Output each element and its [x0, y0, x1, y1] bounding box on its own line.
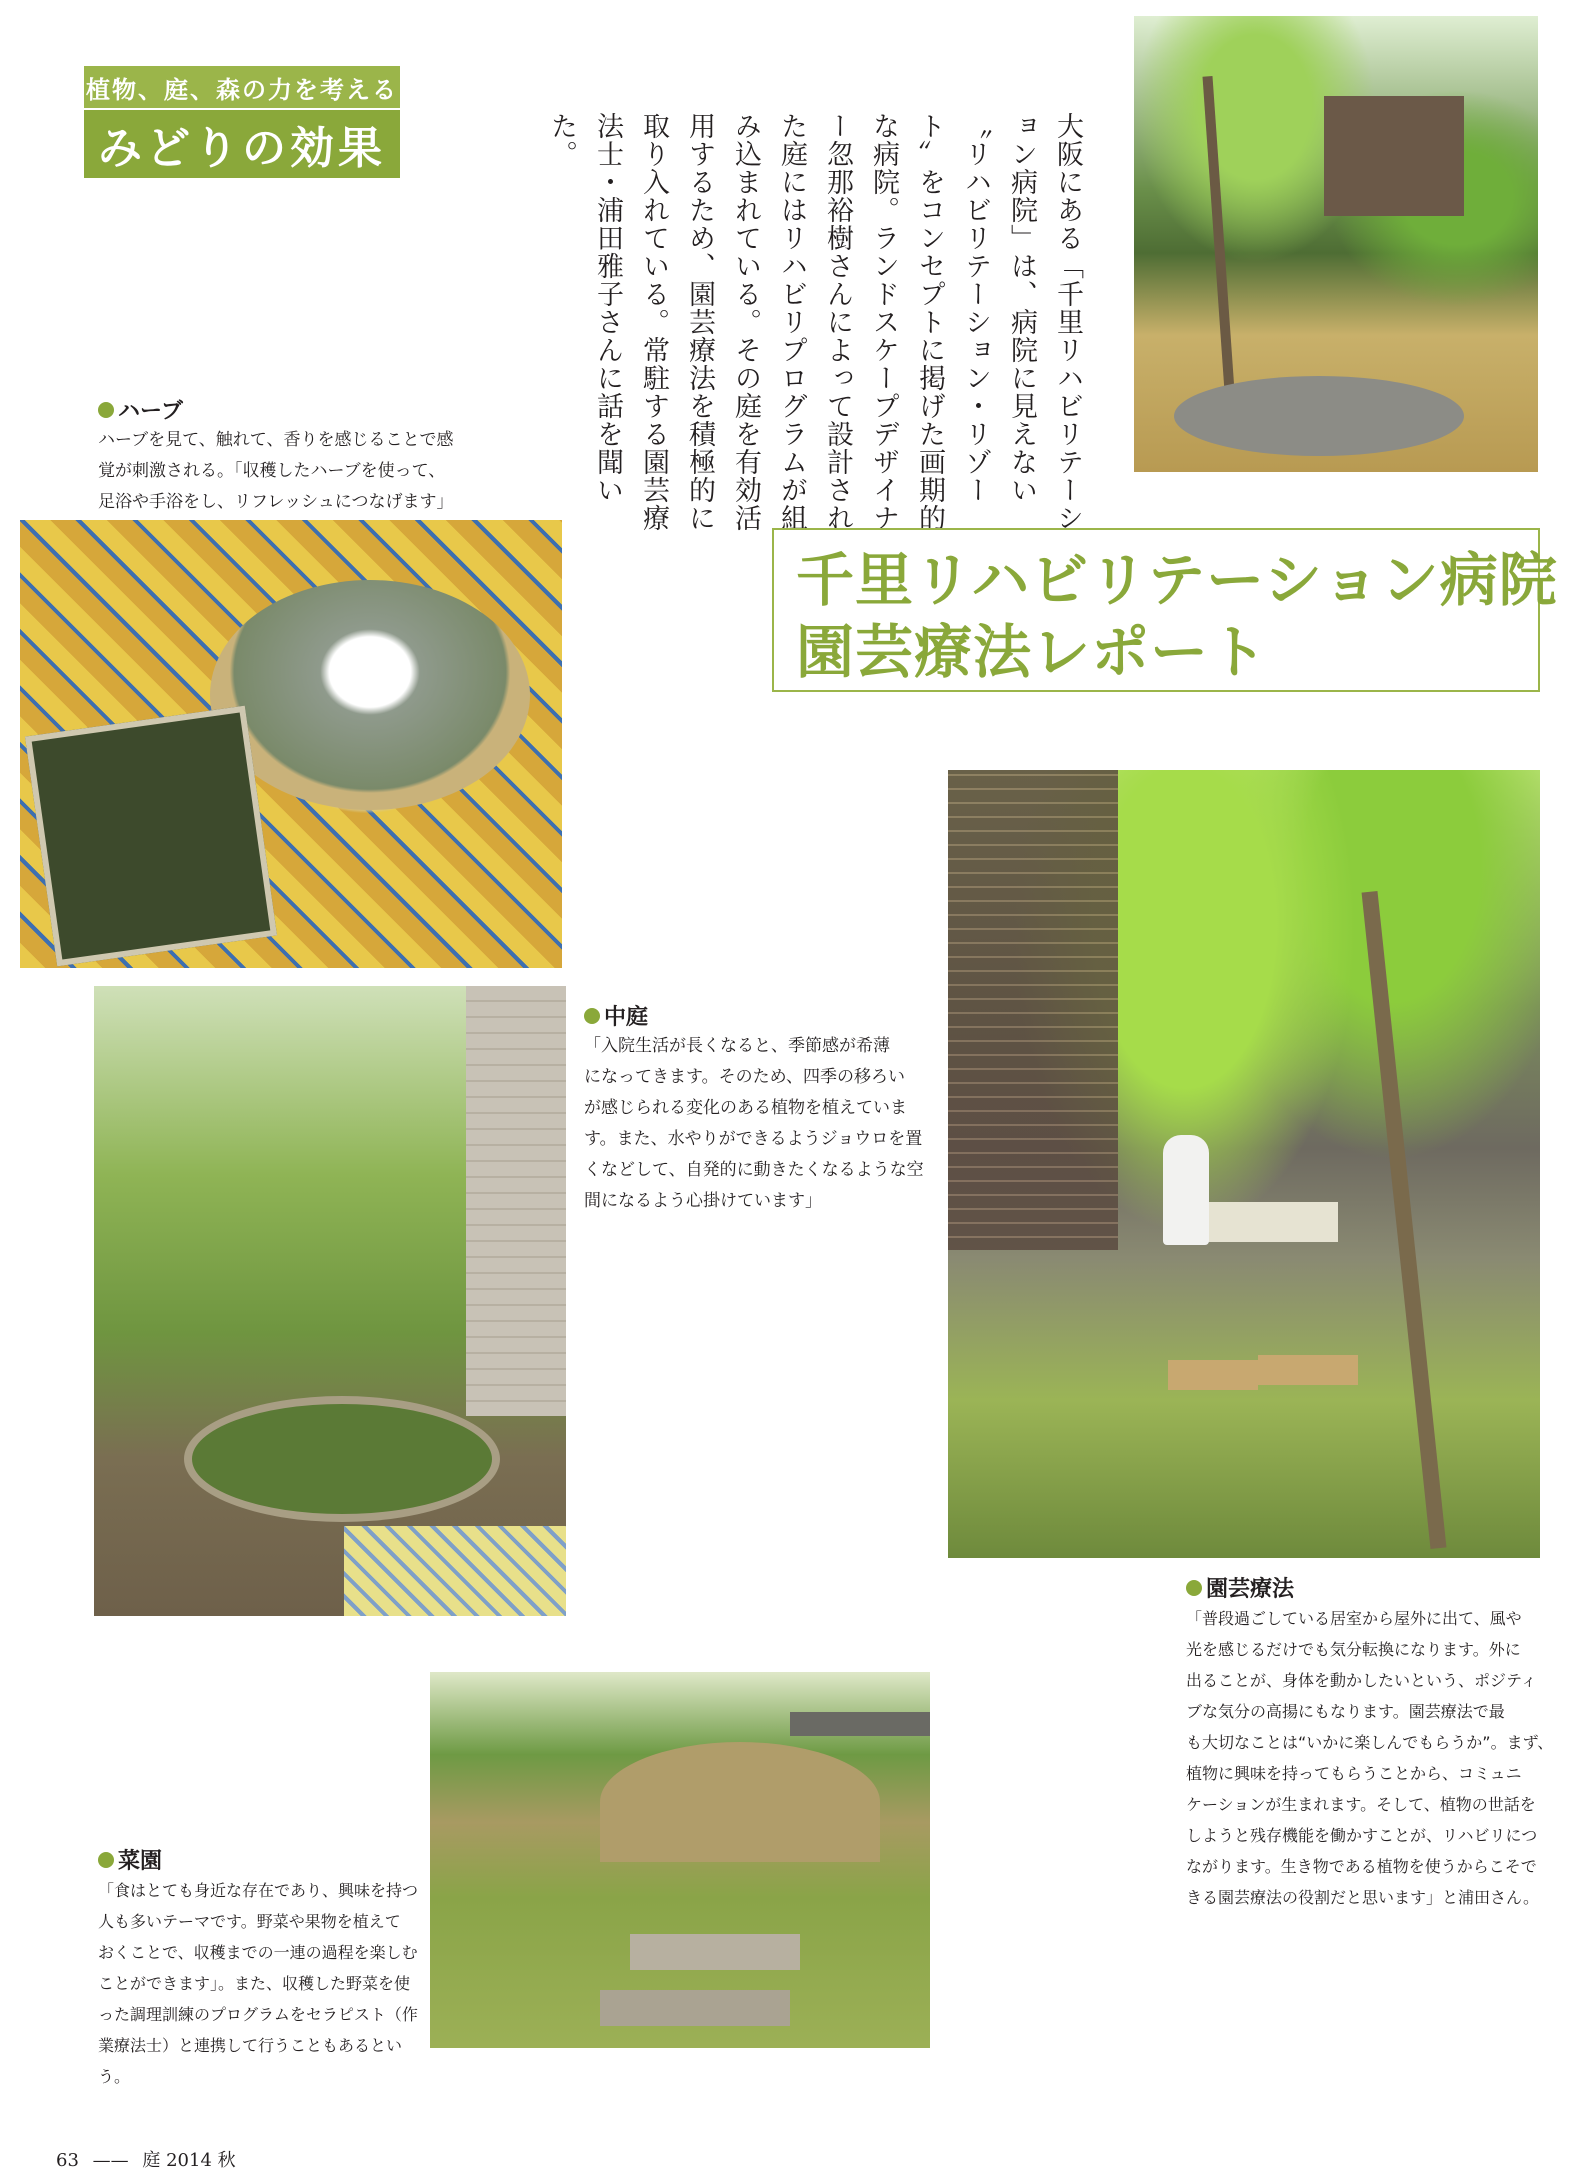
caption-line: 「食はとても身近な存在であり、興味を持つ: [98, 1881, 419, 1900]
caption-line: 植物に興味を持ってもらうことから、コミュニ: [1186, 1764, 1522, 1783]
caption-line: った調理訓練のプログラムをセラピスト（作: [98, 2005, 418, 2024]
caption-therapy-heading: [1186, 1572, 1572, 1603]
caption-herb-heading-text: ハーブ: [118, 399, 183, 424]
caption-line: おくことで、収穫までの一連の過程を楽しむ: [98, 1943, 418, 1962]
therapy-garden-photo: [948, 770, 1540, 1558]
herb-basket-shape: [210, 580, 530, 810]
caption-line: す。また、水やりができるようジョウロを置: [584, 1129, 923, 1149]
vegetable-garden-photo: [430, 1672, 930, 2048]
caption-line: 業療法士）と連携して行うこともあるという。: [98, 2036, 403, 2086]
caption-courtyard-heading: [584, 1000, 944, 1031]
caption-therapy-body: [1186, 1603, 1572, 1913]
footer-dash: ——: [92, 2150, 129, 2171]
caption-line: ケーションが生まれます。そして、植物の世話を: [1186, 1795, 1536, 1814]
caption-courtyard-body: [584, 1031, 944, 1217]
herb-photo: [20, 520, 562, 968]
caption-herb-body: [98, 425, 568, 518]
caption-line: 光を感じるだけでも気分転換になります。外に: [1186, 1640, 1521, 1659]
caption-line: 人も多いテーマです。野菜や果物を植えて: [98, 1912, 401, 1931]
block-planter-shape: [600, 1990, 790, 2026]
caption-line: ことができます」。また、収穫した野菜を使: [98, 1974, 411, 1993]
herb-bag-shape: [25, 706, 277, 967]
garden-path-photo: [1134, 16, 1538, 472]
tree-trunk-shape: [1362, 891, 1447, 1549]
caption-line: が感じられる変化のある植物を植えていま: [584, 1098, 907, 1118]
article-title-line1: 千里リハビリテーション病院: [796, 546, 1558, 614]
page-number: 63: [56, 2150, 79, 2171]
brick-wall-shape: [466, 986, 566, 1416]
article-title-line2: 園芸療法レポート: [796, 618, 1269, 686]
planter-box-shape: [1168, 1360, 1258, 1390]
article-title-box: [772, 528, 1558, 692]
caption-line: になってきます。そのため、四季の移ろい: [584, 1067, 905, 1087]
series-kicker: 植物、庭、森の力を考える: [84, 66, 400, 108]
building-shape: [1324, 96, 1464, 216]
caption-courtyard-heading-text: 中庭: [604, 1005, 649, 1030]
hill-shape: [600, 1742, 880, 1862]
bullet-dot-icon: [98, 402, 114, 418]
flower-bed-shape: [184, 1396, 500, 1522]
louver-wall-shape: [948, 770, 1118, 1250]
planter-box-shape: [1258, 1355, 1358, 1385]
caption-line: 出ることが、身体を動かしたいという、ポジティ: [1186, 1671, 1537, 1690]
caption-line: くなどして、自発的に動きたくなるような空: [584, 1160, 924, 1180]
caption-courtyard: [584, 1000, 944, 1217]
caption-line: 「入院生活が長くなると、季節感が希薄: [584, 1036, 890, 1056]
bullet-dot-icon: [1186, 1580, 1202, 1596]
bridge-shape: [790, 1712, 930, 1736]
caption-vegetable-heading-text: 菜園: [118, 1849, 163, 1874]
caption-therapy: [1186, 1572, 1572, 1913]
planter-shape: [1174, 376, 1464, 456]
caption-vegetable-body: [98, 1875, 428, 2092]
tablecloth-shape: [344, 1526, 566, 1616]
series-title: みどりの効果: [84, 110, 400, 178]
caption-herb-heading: [98, 394, 568, 425]
bullet-dot-icon: [584, 1008, 600, 1024]
caption-line: も大切なことは“いかに楽しんでもらうか”。まず、: [1186, 1733, 1554, 1752]
caption-line: ながります。生き物である植物を使うからこそで: [1186, 1857, 1537, 1876]
caption-line: ブな気分の高揚にもなります。園芸療法で最: [1186, 1702, 1505, 1721]
caption-herb: [98, 394, 568, 518]
caption-line: 足浴や手浴をし、リフレッシュにつなげます」: [98, 492, 454, 512]
courtyard-photo: [94, 986, 566, 1616]
person-shape: [1163, 1135, 1209, 1245]
caption-vegetable: [98, 1844, 428, 2092]
tree-trunk-shape: [1203, 76, 1236, 406]
magazine-issue: 庭 2014 秋: [142, 2150, 236, 2171]
caption-line: ハーブを見て、触れて、香りを感じることで感: [98, 430, 454, 450]
page-footer: [56, 2146, 244, 2172]
caption-vegetable-heading: [98, 1844, 428, 1875]
caption-therapy-heading-text: 園芸療法: [1206, 1577, 1295, 1602]
caption-line: きる園芸療法の役割だと思います」と浦田さん。: [1186, 1888, 1539, 1907]
intro-text: 大阪にある「千里リハビリテーション病院」は、病院に見えない〝リハビリテーション・リゾート〟をコンセプトに掲げた画期的な病院。ランドスケープデザイナー忽那裕樹さんによって設計された庭にはリハビリプログラムが組み込まれている。その庭を有効活用するため、園芸療法を積極的に取り入れている。常駐する園芸療法士・浦田雅子さんに話を聞いた。: [546, 112, 1083, 532]
caption-line: 間になるよう心掛けています」: [584, 1191, 822, 1211]
caption-line: しようと残存機能を働かすことが、リハビリにつ: [1186, 1826, 1538, 1845]
bullet-dot-icon: [98, 1852, 114, 1868]
caption-line: 「普段過ごしている居室から屋外に出て、風や: [1186, 1609, 1522, 1628]
caption-line: 覚が刺激される。「収穫したハーブを使って、: [98, 461, 446, 481]
block-planter-shape: [630, 1934, 800, 1970]
